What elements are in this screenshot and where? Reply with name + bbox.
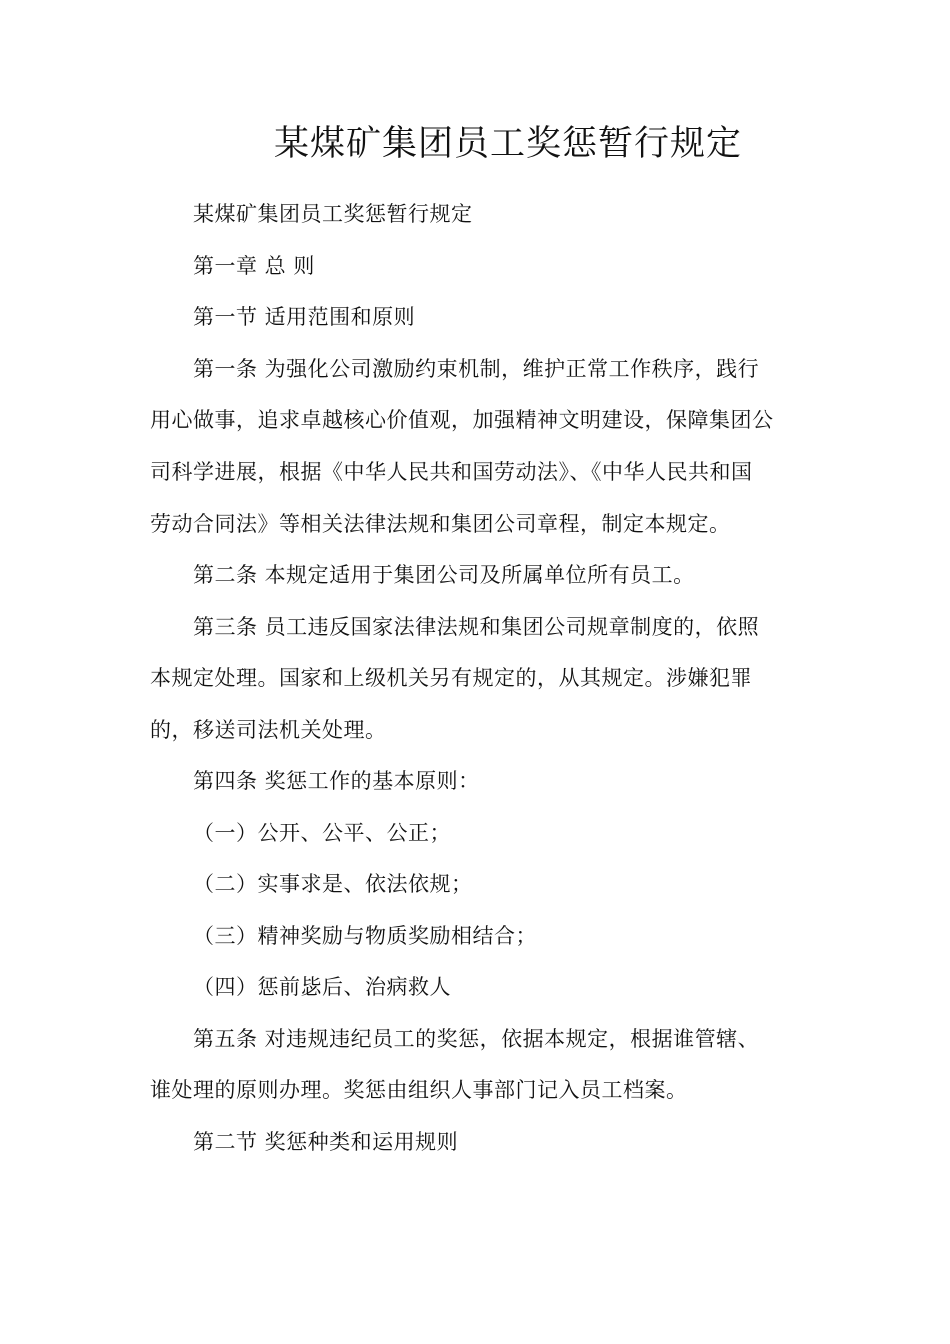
article-3-line-2: 本规定处理。国家和上级机关另有规定的，从其规定。涉嫌犯罪 <box>150 666 752 690</box>
article-3-line-1: 第三条 员工违反国家法律法规和集团公司规章制度的，依照 <box>193 615 760 639</box>
section-2-heading: 第二节 奖惩种类和运用规则 <box>193 1130 459 1154</box>
article-1-line-2: 用心做事，追求卓越核心价值观，加强精神文明建设，保障集团公 <box>150 408 774 432</box>
principle-item-2: （二）实事求是、依法依规； <box>193 872 473 896</box>
principle-item-4: （四）惩前毖后、治病救人 <box>193 975 451 999</box>
subtitle-line: 某煤矿集团员工奖惩暂行规定 <box>193 202 473 226</box>
article-1-line-1: 第一条 为强化公司激励约束机制，维护正常工作秩序，践行 <box>193 357 760 381</box>
principle-item-3: （三）精神奖励与物质奖励相结合； <box>193 924 537 948</box>
section-heading: 第一节 适用范围和原则 <box>193 305 416 329</box>
article-4: 第四条 奖惩工作的基本原则： <box>193 769 480 793</box>
article-3-line-3: 的，移送司法机关处理。 <box>150 718 387 742</box>
article-1-line-3: 司科学进展，根据《中华人民共和国劳动法》、《中华人民共和国 <box>150 460 753 484</box>
article-5-line-2: 谁处理的原则办理。奖惩由组织人事部门记入员工档案。 <box>150 1078 688 1102</box>
article-1-line-4: 劳动合同法》等相关法律法规和集团公司章程，制定本规定。 <box>150 512 731 536</box>
principle-item-1: （一）公开、公平、公正； <box>193 821 451 845</box>
chapter-heading: 第一章 总 则 <box>193 254 315 278</box>
article-2: 第二条 本规定适用于集团公司及所属单位所有员工。 <box>193 563 695 587</box>
article-5-line-1: 第五条 对违规违纪员工的奖惩，依据本规定，根据谁管辖、 <box>193 1027 760 1051</box>
document-title: 某煤矿集团员工奖惩暂行规定 <box>273 124 742 164</box>
